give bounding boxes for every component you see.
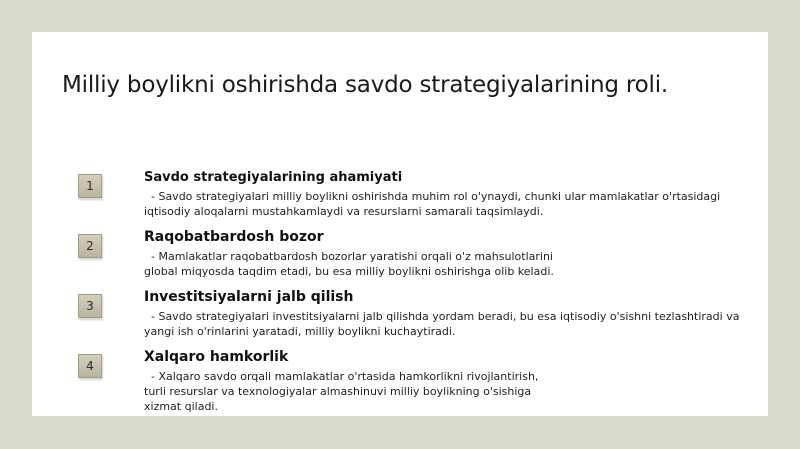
item-heading: Savdo strategiyalarining ahamiyati (144, 170, 403, 185)
number-badge: 1 (78, 174, 102, 198)
description-line: - Xalqaro savdo orqali mamlakatlar o'rtasida hamkorlikni rivojlantirish, (144, 370, 539, 383)
slide (32, 32, 768, 416)
item-description (144, 249, 744, 279)
number-badge: 2 (78, 234, 102, 258)
number-badge: 4 (78, 354, 102, 378)
item-description (144, 189, 744, 219)
item-description (144, 309, 744, 339)
item-heading: Raqobatbardosh bozor (144, 229, 324, 245)
description-line: xizmat qiladi. (144, 400, 218, 413)
description-line: global miqyosda taqdim etadi, bu esa milliy boylikni oshirishga olib keladi. (144, 265, 554, 278)
description-line: yangi ish o'rinlarini yaratadi, milliy boylikni kuchaytiradi. (144, 325, 456, 338)
description-line: - Savdo strategiyalari milliy boylikni oshirishda muhim rol o'ynaydi, chunki ular mamlakatlar o'rtasidagi (144, 190, 721, 203)
slide-title: Milliy boylikni oshirishda savdo strategiyalarining roli. (62, 72, 669, 98)
description-line: turli resurslar va texnologiyalar almashinuvi milliy boylikning o'sishiga (144, 385, 532, 398)
item-heading: Xalqaro hamkorlik (144, 349, 289, 365)
number-badge: 3 (78, 294, 102, 318)
description-line: iqtisodiy aloqalarni mustahkamlaydi va resurslarni samarali taqsimlaydi. (144, 205, 544, 218)
description-line: - Savdo strategiyalari investitsiyalarni jalb qilishda yordam beradi, bu esa iqtisodiy o'sishni tezlashtiradi va (144, 310, 740, 323)
item-description (144, 369, 744, 414)
item-heading: Investitsiyalarni jalb qilish (144, 289, 354, 305)
description-line: - Mamlakatlar raqobatbardosh bozorlar yaratishi orqali o'z mahsulotlarini (144, 250, 553, 263)
